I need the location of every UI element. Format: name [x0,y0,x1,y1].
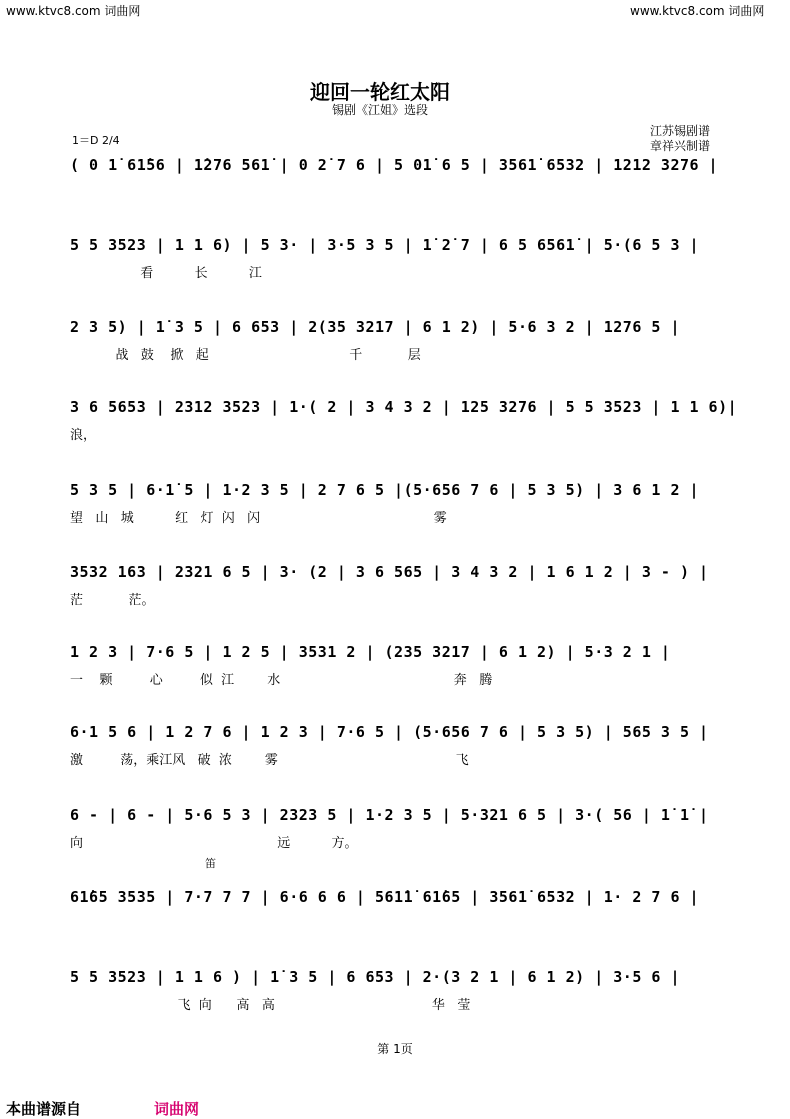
lyric-text: 浪， [70,428,97,443]
lyric-text: 茫 茫。 [70,593,155,608]
key-signature: 1＝D 2/4 [72,134,120,147]
notation-text: 3532 163 | 2321 6 5 | 3· (2 | 3 6 565 | 3 4 3 2 | 1 6 1 2 | 3 - ) | [70,563,709,581]
lyric-text: 激 荡，乘江风 破 浓 雾 飞 [70,753,469,768]
credit-troupe: 江苏锡剧谱 [650,124,711,138]
score-line [70,563,738,608]
notation-text: 5 5 3523 | 1 1 6) | 5 3· | 3·5 3 5 | 1̇ 2̇ 7 | 6 5 6561̇ | 5·(6 5 3 | [70,236,700,254]
lyric-text: 向 远 方。 [70,836,358,851]
score-line [70,398,738,443]
footer-source-label: 本曲谱源自 [6,1100,82,1118]
notation-text: ( 0 1̇ 61̇56 | 1̇276 561̇ | 0 2̇ 7 6 | 5 01̇ 6 5 | 3561̇ 6532 | 1212 3276 | [70,156,719,174]
ornament-label: 笛 [205,857,216,870]
notation-text: 6·1 5 6 | 1 2 7 6 | 1 2 3 | 7·6 5 | (5·656 7 6 | 5 3 5) | 565 3 5 | [70,723,709,741]
score-subtitle: 锡剧《江姐》选段 [331,103,428,117]
score-line [70,318,738,363]
notation-text: 3 6 5653 | 2312 3523 | 1·( 2 | 3 4 3 2 | 125 3276 | 5 5 3523 | 1 1 6)| [70,398,738,416]
score-line [70,156,738,192]
site-watermark-right: www.ktvc8.com 词曲网 [630,4,765,18]
footer-site-link[interactable]: 词曲网 [154,1100,200,1118]
score-line [70,968,738,1013]
score-line [70,643,738,688]
notation-text: 61̇65 3535 | 7·7 7 7 | 6·6 6 6 | 561̇1̇ 61̇65 | 3561̇ 6532 | 1· 2 7 6 | [70,888,700,906]
notation-text: 5 3 5 | 6·1̇ 5 | 1·2 3 5 | 2 7 6 5 |(5·656 7 6 | 5 3 5) | 3 6 1 2 | [70,481,700,499]
score-line [70,888,738,924]
lyric-text: 飞 向 高 高 华 莹 [70,998,471,1013]
score-line [70,806,738,851]
notation-text: 2 3 5) | 1̇ 3 5 | 6 653 | 2(35 3217 | 6 1 2) | 5·6 3 2 | 1276 5 | [70,318,680,336]
notation-text: 6 - | 6 - | 5·6 5 3 | 2323 5 | 1·2 3 5 | 5·321 6 5 | 3·( 56 | 1̇ 1̇ | [70,806,709,824]
notation-text: 5 5 3523 | 1 1 6 ) | 1̇ 3 5 | 6 653 | 2·(3 2 1 | 6 1 2) | 3·5 6 | [70,968,680,986]
lyric-text: 看 长 江 [70,266,262,281]
lyric-text: 一 颗 心 似 江 水 奔 腾 [70,673,493,688]
page-number: 第 1页 [377,1042,413,1056]
score-line [70,723,738,768]
score-line [70,236,738,281]
score-title: 迎回一轮红太阳 [310,80,450,104]
notation-text: 1 2 3 | 7·6 5 | 1 2 5 | 3531 2 | (235 3217 | 6 1 2) | 5·3 2 1 | [70,643,671,661]
score-line [70,481,738,526]
credit-transcriber: 章祥兴制谱 [650,139,711,153]
site-watermark-left: www.ktvc8.com 词曲网 [6,4,141,18]
lyric-text: 战 鼓 掀 起 千 层 [70,348,421,363]
lyric-text: 望 山 城 红 灯 闪 闪 雾 [70,511,447,526]
